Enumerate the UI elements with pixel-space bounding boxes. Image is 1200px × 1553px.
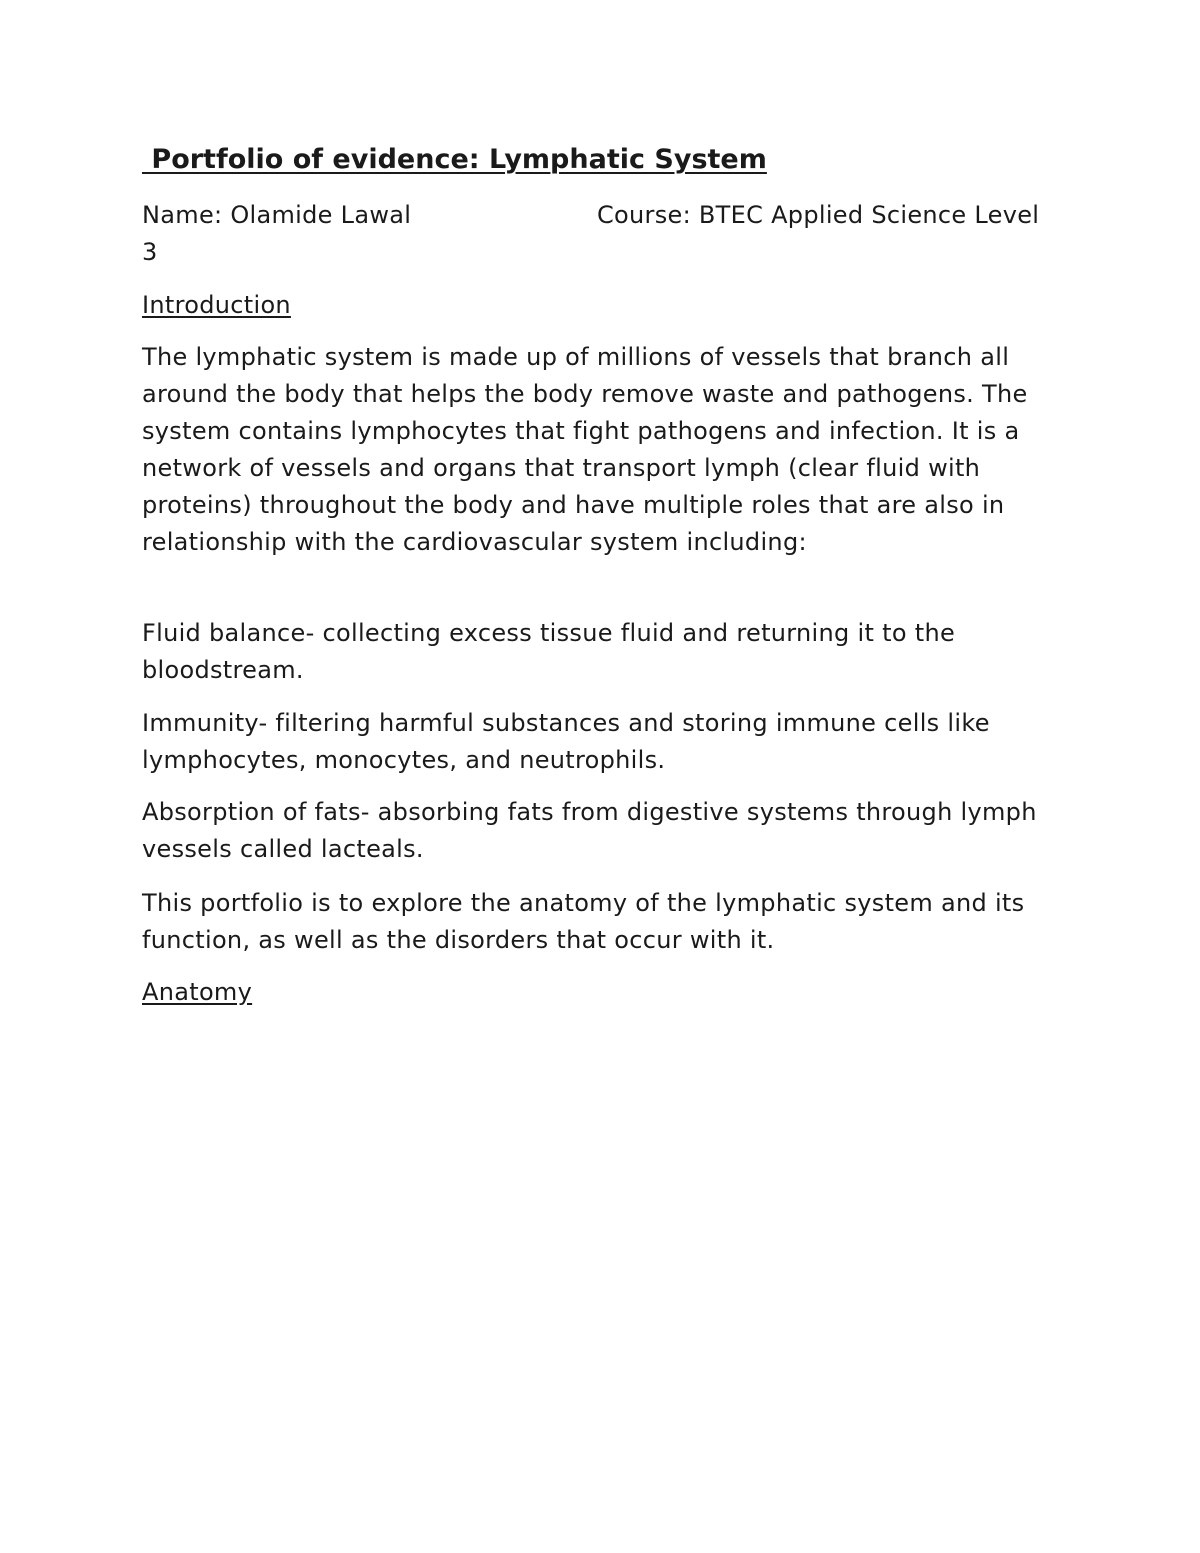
immunity-paragraph: Immunity- filtering harmful substances and storing immune cells like lymphocytes, monocytes, and neutrophils. (142, 709, 990, 774)
course-info: Course: BTEC Applied Science Level 3 (142, 201, 1040, 266)
introduction-heading: Introduction (142, 291, 291, 319)
student-info (142, 197, 1062, 271)
fluid-balance-paragraph: Fluid balance- collecting excess tissue fluid and returning it to the bloodstream. (142, 619, 956, 684)
document-title: Portfolio of evidence: Lymphatic System (142, 144, 767, 175)
intro-paragraph: The lymphatic system is made up of millions of vessels that branch all around the body that helps the body remove waste and pathogens. The system contains lymphocytes that fight pathogens and infection. It is a network of vessels and organs that transport lymph (clear fluid with proteins) throughout the body and have multiple roles that are also in relationship with the cardiovascular system including: (142, 343, 1028, 556)
purpose-paragraph: This portfolio is to explore the anatomy of the lymphatic system and its function, as well as the disorders that occur with it. (142, 889, 1025, 954)
anatomy-heading: Anatomy (142, 978, 253, 1006)
absorption-paragraph: Absorption of fats- absorbing fats from digestive systems through lymph vessels called lacteals. (142, 798, 1037, 863)
student-name: Name: Olamide Lawal (142, 201, 412, 229)
